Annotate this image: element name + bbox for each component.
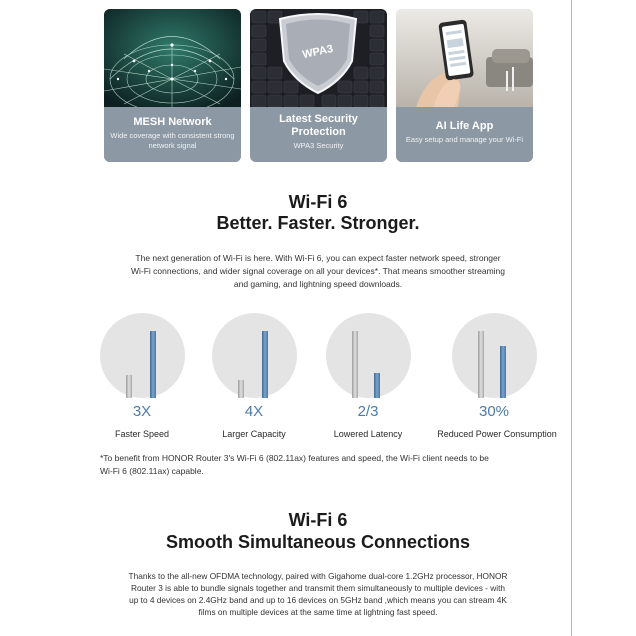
ofdma-line: films on multiple devices at the same time at lightning fast speed. [198,607,438,617]
feature-card-app [396,9,533,162]
footnote-line: *To benefit from HONOR Router 3's Wi-Fi 6 (802.11ax) features and speed, the Wi-Fi client needs to be [100,453,489,463]
section-title-wifi6-second: Wi-Fi 6 [288,510,348,530]
stat-value-capacity: 4X [244,403,264,420]
feature-title: AI Life App [435,120,494,132]
feature-cards [104,9,534,162]
stat-value-latency: 2/3 [357,403,379,420]
feature-card-text [396,107,533,162]
ofdma-line: up to 4 devices on 2.4GHz band and up to 16 devices on 5GHz band ,which means you can stream 4K [129,595,507,605]
stat-bar-gray [238,380,244,398]
feature-card-text [250,107,387,162]
stat-bar-blue [150,331,156,398]
feature-title: Latest Security Protection [279,113,358,138]
section-title-wifi6: Wi-Fi 6 [288,192,348,212]
footnote [100,452,560,478]
intro-line: and gaming, and lightning speed downloads. [233,279,403,289]
stat-circle-power [452,313,537,398]
stat-bar-gray [478,331,484,398]
feature-title: MESH Network [133,116,212,128]
ofdma-paragraph [88,570,548,618]
section-title-smooth-connections: Smooth Simultaneous Connections [165,532,470,552]
shield-image [250,9,387,107]
stat-label-speed: Faster Speed [114,429,170,439]
stat-bar-blue [262,331,268,398]
feature-subtitle: Wide coverage with consistent strong network signal [110,131,235,150]
stat-label-power: Reduced Power Consumption [437,429,557,439]
feature-subtitle: WPA3 Security [293,141,344,150]
stat-label-capacity: Larger Capacity [222,429,286,439]
stat-circle-capacity [212,313,297,398]
feature-subtitle: Easy setup and manage your Wi-Fi [405,135,524,144]
feature-card-security [250,9,387,162]
stat-value-speed: 3X [132,403,152,420]
intro-paragraph [88,252,548,291]
stat-bar-blue [500,346,506,398]
section-title-better-faster: Better. Faster. Stronger. [216,213,420,233]
intro-line: The next generation of Wi-Fi is here. With Wi-Fi 6, you can expect faster network speed, stronger [135,253,501,263]
stat-circle-speed [100,313,185,398]
stat-bar-gray [352,331,358,398]
ofdma-line: Router 3 is able to bundle signals together and transmit them simultaneously to multiple devices - with [130,583,505,593]
feature-card-text [104,107,241,162]
phone-app-image [396,9,533,107]
stat-bar-gray [126,375,132,398]
stat-bar-blue [374,373,380,398]
stat-value-power: 30% [478,403,510,420]
intro-line: Wi-Fi connections, and wider signal coverage on all your devices*. That means smoother streaming [130,266,506,276]
footnote-line: Wi-Fi 6 (802.11ax) capable. [100,466,204,476]
ofdma-line: Thanks to the all-new OFDMA technology, paired with Gigahome dual-core 1.2GHz processor, HONOR [128,571,508,581]
mesh-globe-image [104,9,241,107]
feature-card-mesh [104,9,241,162]
stat-circle-latency [326,313,411,398]
wpa3-badge: WPA3 [301,42,335,62]
stat-label-latency: Lowered Latency [333,429,403,439]
